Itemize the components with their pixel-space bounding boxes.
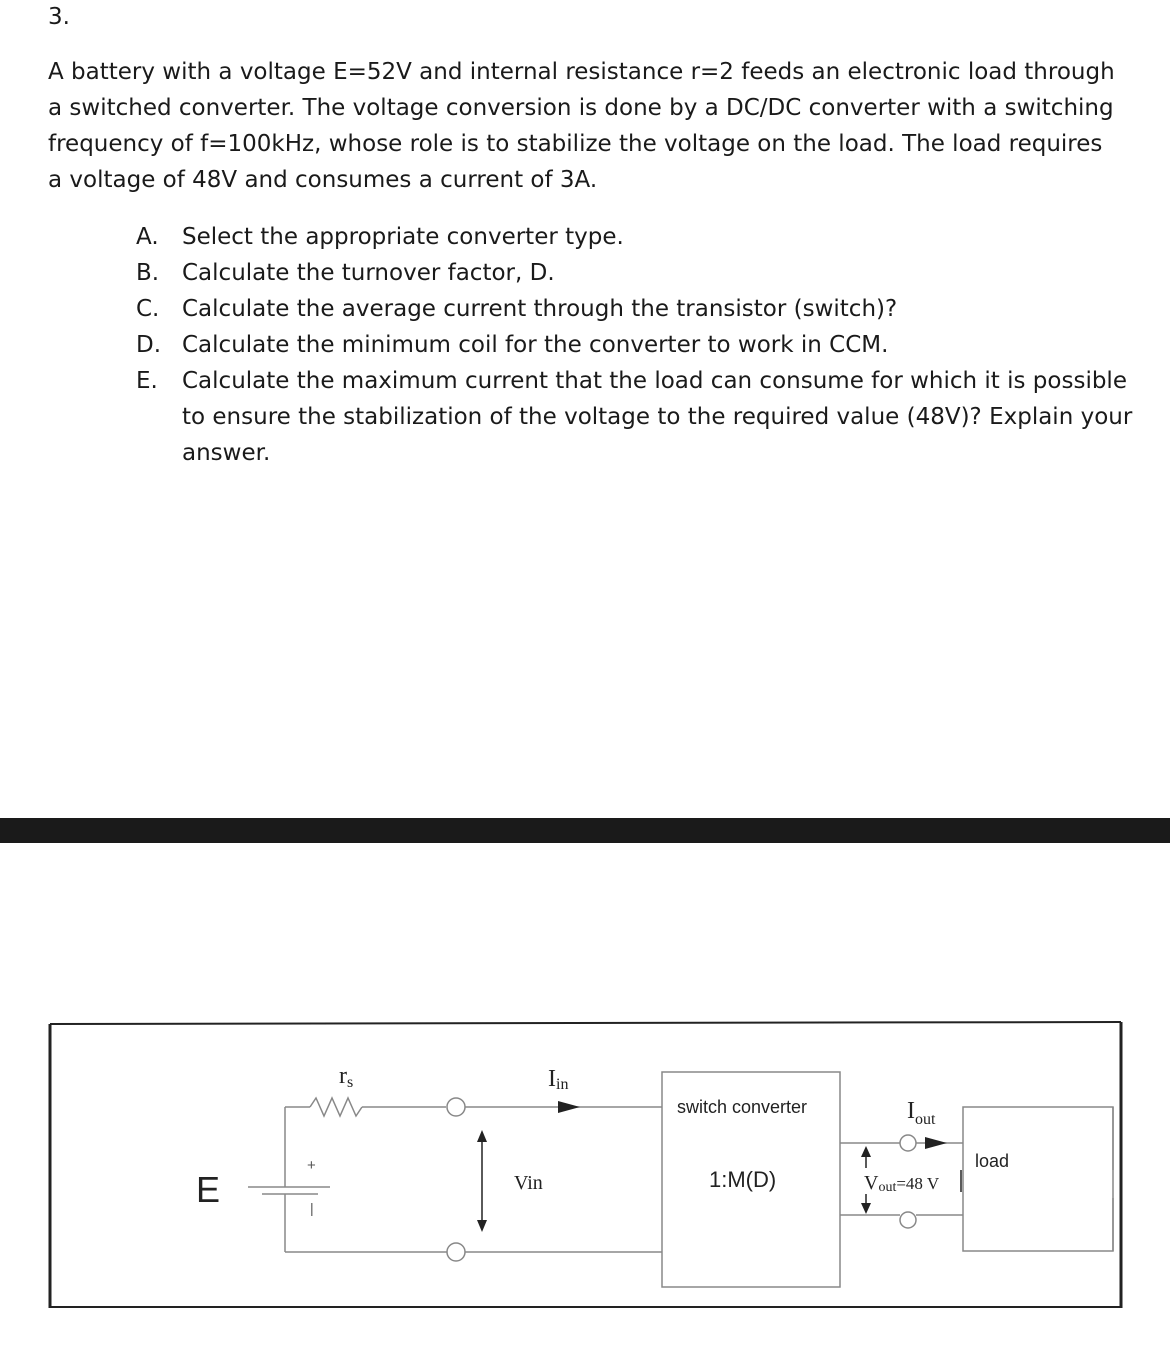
task-text: Calculate the average current through the transistor (switch)? (182, 296, 898, 322)
task-item (136, 219, 1136, 255)
task-text: Calculate the maximum current that the load can consume for which it is possible to ensure the stabilization of the voltage to the required value (48V)? Explain your answer. (182, 368, 1133, 466)
task-letter: D. (136, 332, 162, 358)
question-number: 3. (48, 4, 70, 30)
task-letter: A. (136, 224, 159, 250)
task-text: Select the appropriate converter type. (182, 224, 624, 250)
task-item (136, 255, 1136, 291)
resistor-symbol (285, 1098, 446, 1116)
output-terminal-bottom (900, 1212, 916, 1228)
resistor-label-sub: s (347, 1074, 354, 1091)
minus-sign: | (310, 1200, 314, 1216)
task-letter: C. (136, 296, 160, 322)
problem-statement: A battery with a voltage E=52V and internal resistance r=2 feeds an electronic load through a switched converter. The voltage conversion is done by a DC/DC converter with a switching frequency of f=100kHz, whose role is to stabilize the voltage on the load. The load requires a voltage of 48V and consumes a current of 3A. (48, 59, 1115, 193)
battery-symbol (248, 1107, 330, 1252)
diagram-frame (50, 1022, 1121, 1308)
task-text: Calculate the minimum coil for the converter to work in CCM. (182, 332, 889, 358)
output-terminal-top (900, 1135, 916, 1151)
iin-arrow (558, 1101, 580, 1113)
vout-label-sub: out (878, 1180, 897, 1195)
vin-label: Vin (514, 1172, 543, 1194)
load-box (963, 1107, 1113, 1251)
converter-title: switch converter (677, 1097, 808, 1117)
task-text: Calculate the turnover factor, D. (182, 260, 555, 286)
iout-label-sub: out (915, 1111, 936, 1128)
task-item (136, 291, 1136, 327)
task-list (136, 219, 1136, 471)
vin-arrow (477, 1130, 487, 1232)
iin-label-sub: in (556, 1076, 569, 1093)
input-terminal-top (447, 1098, 465, 1116)
resistor-label (339, 1063, 353, 1091)
task-letter: E. (136, 368, 158, 394)
resistor-label-main: r (339, 1063, 347, 1089)
vout-label-value: =48 V (896, 1174, 940, 1193)
vout-label-main: V (864, 1172, 879, 1194)
load-label: load (975, 1151, 1010, 1171)
iin-label (548, 1066, 568, 1093)
iout-label (907, 1098, 936, 1128)
circuit-diagram (0, 1000, 1170, 1330)
task-item (136, 363, 1136, 471)
task-item (136, 327, 1136, 363)
iin-label-main: I (548, 1066, 556, 1092)
source-label: E (196, 1169, 221, 1210)
iout-label-main: I (907, 1098, 915, 1124)
iout-arrow (925, 1137, 947, 1149)
vout-label (864, 1172, 940, 1195)
input-terminal-bottom (447, 1243, 465, 1261)
converter-ratio: 1:M(D) (709, 1167, 777, 1192)
plus-sign: + (307, 1157, 316, 1174)
task-letter: B. (136, 260, 160, 286)
divider-bar (0, 818, 1170, 843)
